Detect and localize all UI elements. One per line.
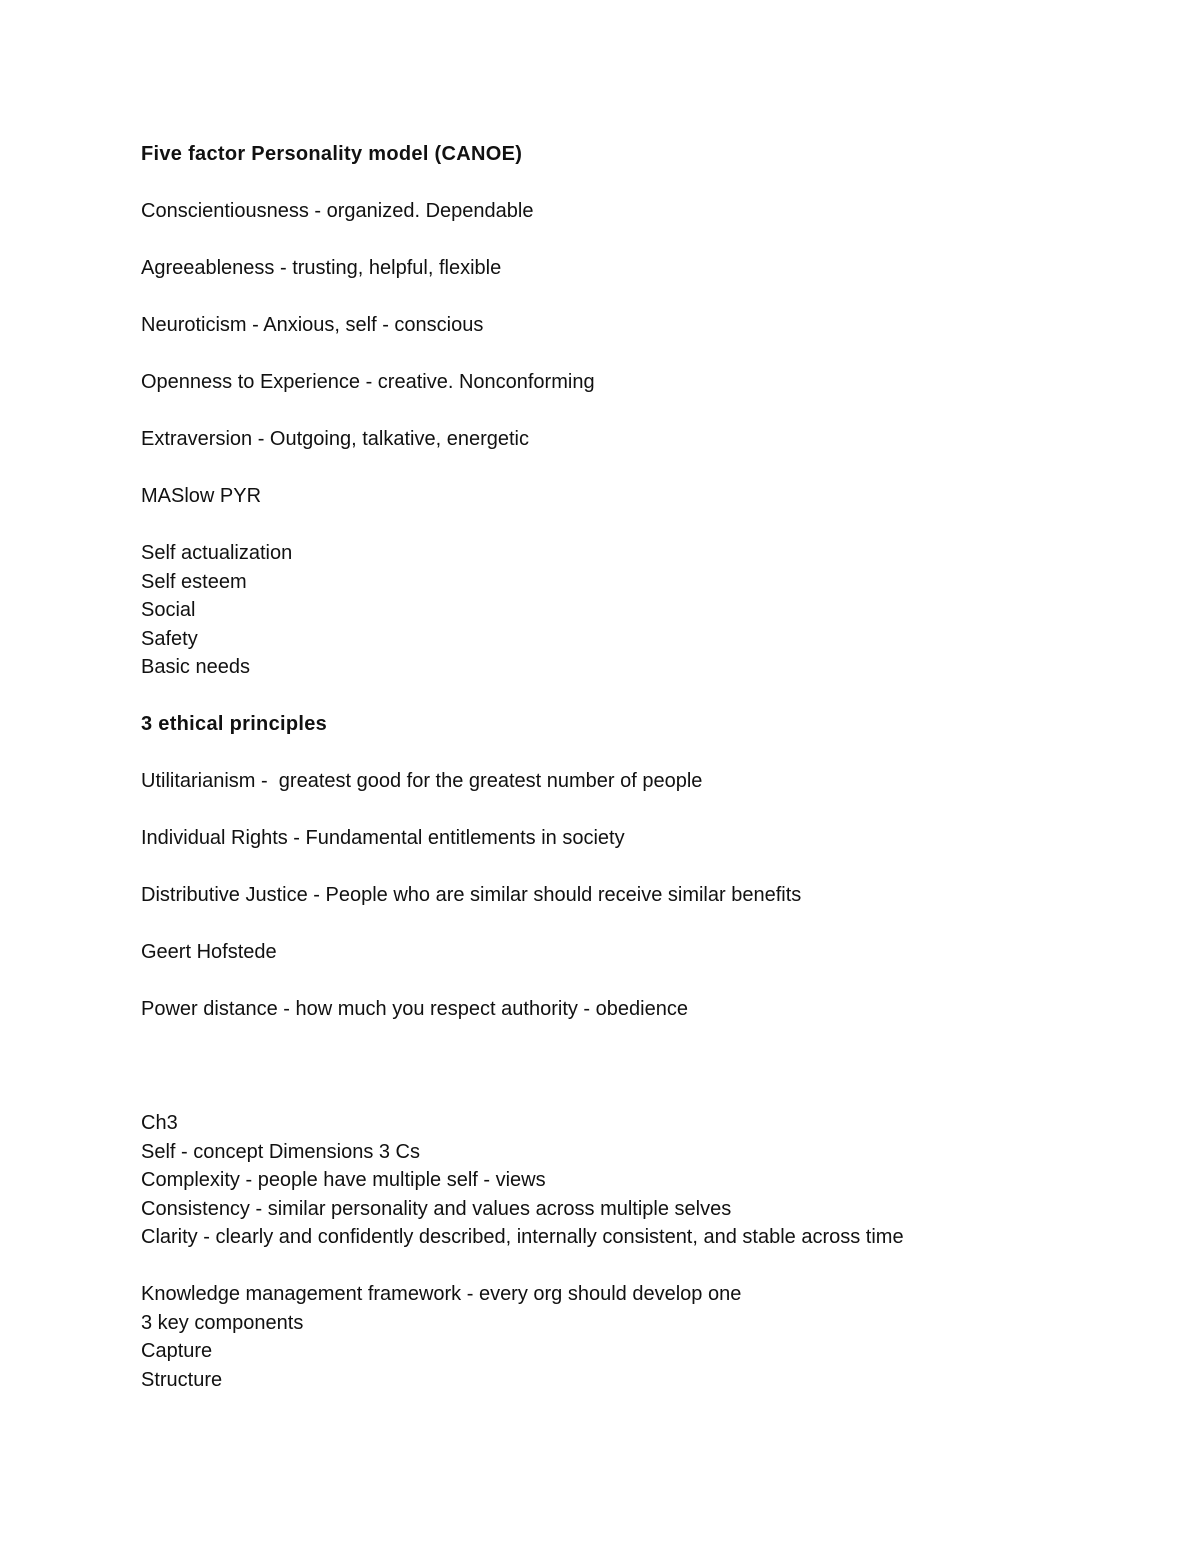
blank-line: [141, 169, 1101, 198]
text-line: Complexity - people have multiple self - views: [141, 1169, 546, 1191]
text-line: Self actualization: [141, 542, 293, 564]
blank-line: [141, 511, 1101, 540]
blank-line: [141, 682, 1101, 711]
text-line: Geert Hofstede: [141, 941, 277, 963]
blank-line: [141, 910, 1101, 939]
text-line: Knowledge management framework - every org should develop one: [141, 1283, 742, 1305]
text-line: Distributive Justice - People who are similar should receive similar benefits: [141, 884, 802, 906]
text-line: Power distance - how much you respect authority - obedience: [141, 998, 688, 1020]
text-line: MASlow PYR: [141, 485, 262, 507]
text-line: Basic needs: [141, 656, 250, 678]
section-heading: Five factor Personality model (CANOE): [141, 143, 523, 165]
text-line: Consistency - similar personality and values across multiple selves: [141, 1197, 732, 1220]
text-line: Individual Rights - Fundamental entitlements in society: [141, 827, 625, 849]
blank-line: [141, 340, 1101, 369]
text-line: Clarity - clearly and confidently described, internally consistent, and stable across time: [141, 1226, 904, 1248]
document-page: [141, 140, 1101, 1394]
blank-line: [141, 1252, 1101, 1281]
text-line: Self esteem: [141, 570, 247, 593]
text-line: Ch3: [141, 1112, 178, 1134]
blank-line: [141, 1052, 1101, 1081]
blank-line: [141, 454, 1101, 483]
text-line: Utilitarianism - greatest good for the greatest number of people: [141, 770, 703, 792]
text-line: Extraversion - Outgoing, talkative, energetic: [141, 428, 529, 450]
text-line: Neuroticism - Anxious, self - conscious: [141, 314, 484, 336]
text-line: Self - concept Dimensions 3 Cs: [141, 1140, 421, 1163]
blank-line: [141, 796, 1101, 825]
blank-line: [141, 283, 1101, 312]
blank-line: [141, 967, 1101, 996]
blank-line: [141, 226, 1101, 255]
section-heading: 3 ethical principles: [141, 713, 328, 735]
blank-line: [141, 1081, 1101, 1110]
blank-line: [141, 853, 1101, 882]
text-line: Social: [141, 599, 196, 621]
text-line: Conscientiousness - organized. Dependable: [141, 200, 534, 222]
blank-line: [141, 397, 1101, 426]
text-line: Capture: [141, 1340, 213, 1362]
blank-line: [141, 1024, 1101, 1053]
text-line: Structure: [141, 1368, 223, 1391]
text-line: 3 key components: [141, 1311, 304, 1334]
text-line: Openness to Experience - creative. Nonconforming: [141, 371, 595, 393]
text-line: Agreeableness - trusting, helpful, flexible: [141, 257, 502, 279]
blank-line: [141, 739, 1101, 768]
text-line: Safety: [141, 627, 198, 650]
